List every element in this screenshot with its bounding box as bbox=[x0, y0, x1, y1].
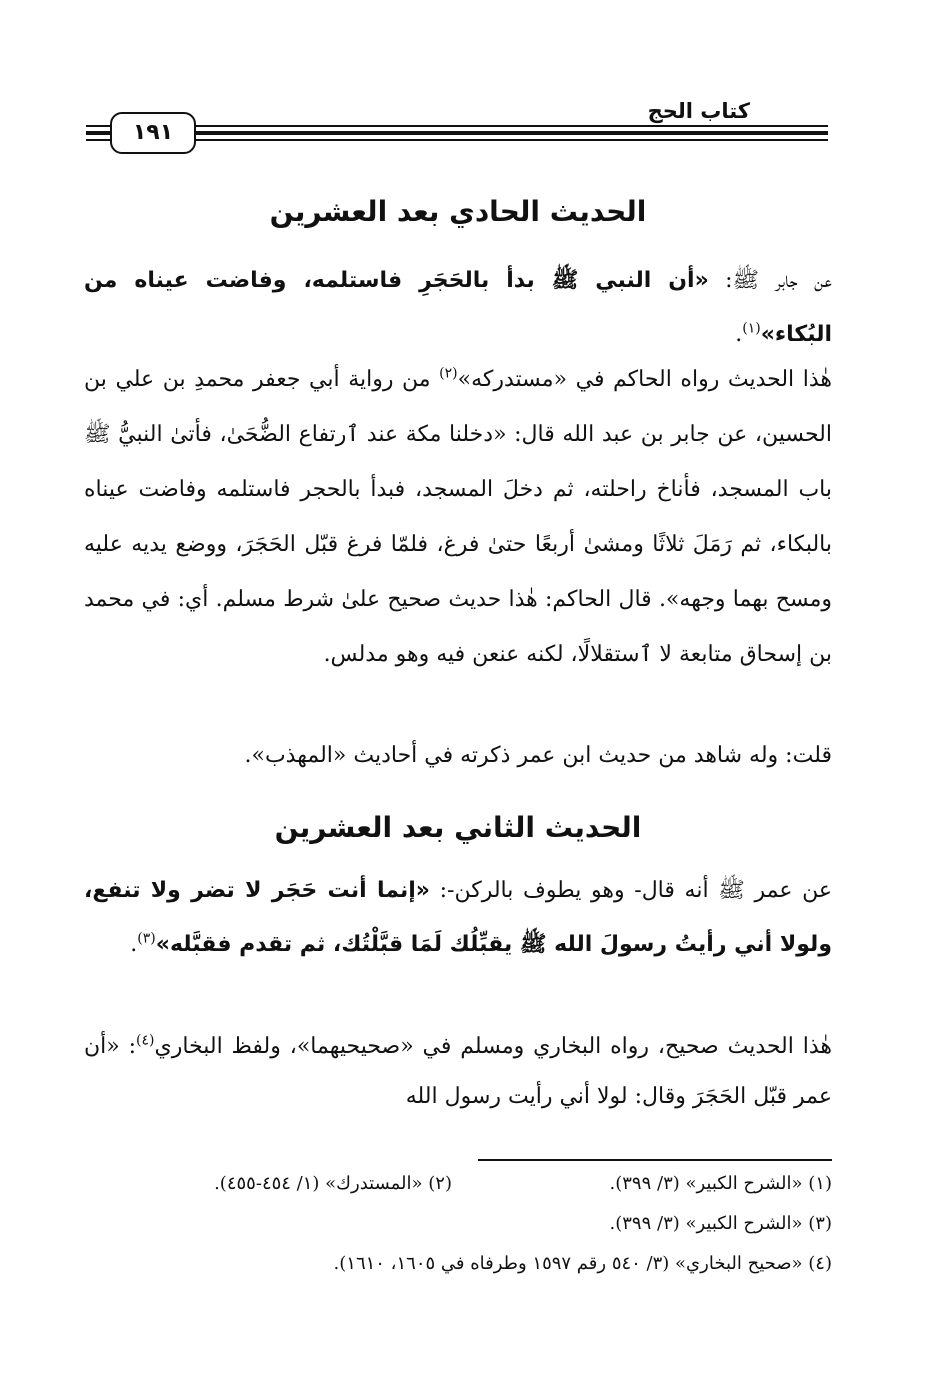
footnote-ref-3: (٣) bbox=[137, 930, 156, 947]
hadith-22-heading: الحديث الثاني بعد العشرين bbox=[274, 811, 642, 844]
hadith-21-heading: الحديث الحادي بعد العشرين bbox=[269, 195, 647, 228]
hadith-21-note: قلت: وله شاهد من حديث ابن عمر ذكرته في أحاديث «المهذب». bbox=[244, 743, 832, 768]
footnote-4: (٤) «صحيح البخاري» (٣/ ٥٤٠ رقم ١٥٩٧ وطرفاه في ١٦٠٥، ١٦١٠). bbox=[333, 1253, 832, 1274]
running-title: كتاب الحج bbox=[647, 99, 750, 123]
footnote-line bbox=[84, 1165, 832, 1203]
footnote-2: (٢) «المستدرك» (١/ ٤٥٤-٤٥٥). bbox=[214, 1173, 452, 1194]
hadith-21-matn: «أن النبي ﷺ بدأ بالحَجَرِ فاستلمه، وفاضت عيناه من البُكاء» bbox=[84, 268, 832, 347]
footnote-3: (٣) «الشرح الكبير» (٣/ ٣٩٩). bbox=[609, 1213, 832, 1234]
page-number: ١٩١ bbox=[110, 112, 196, 154]
footnote-separator bbox=[478, 1159, 832, 1161]
hadith-22-commentary: هٰذا الحديث صحيح، رواه البخاري ومسلم في «صحيحيهما»، ولفظ البخاري$^{(٤)}$: «أن عمر قبّل الحَجَرَ وقال: لولا أني رأيت رسول الله bbox=[84, 1032, 833, 1109]
footnote-ref-4: (٤) bbox=[136, 1032, 155, 1049]
hadith-22-intro: عن عمر ﷺ أنه قال- وهو يطوف بالركن-: bbox=[429, 878, 832, 903]
hadith-22-text: عن عمر ﷺ أنه قال- وهو يطوف بالركن-: «إنما أنت حَجَر لا تضر ولا تنفع، ولولا أني رأيتُ رسولَ الله ﷺ يقبِّلُك لَمَا قبَّلْتُك، ثم تقدم فقبَّله»$^{(٣)}$. bbox=[84, 878, 832, 957]
hadith-21-text: عن جابر ﷺ: «أن النبي ﷺ بدأ بالحَجَرِ فاستلمه، وفاضت عيناه من البُكاء»$^{(١)}$. bbox=[84, 268, 833, 347]
header-rule-middle bbox=[86, 131, 828, 135]
header-rule-bottom bbox=[86, 139, 828, 141]
footnote-ref-2: (٢) bbox=[439, 365, 458, 382]
footnote-1: (١) «الشرح الكبير» (٣/ ٣٩٩). bbox=[609, 1173, 832, 1194]
hadith-21-intro: عن جابر ﷺ: bbox=[708, 268, 833, 293]
hadith-21-commentary: هٰذا الحديث رواه الحاكم في «مستدركه»$^{(٢)}$ من رواية أبي جعفر محمدِ بن علي بن الحسين، عن جابر بن عبد الله قال: «دخلنا مكة عند ٱرتفاع الضُّحَىٰ، فأتىٰ النبيُّ ﷺ باب المسجد، فأناخ راحلته، ثم دخلَ المسجد، فبدأ بالحجر فاستلمه وفاضت عيناه بالبكاء، ثم رَمَلَ ثلاثًا ومشىٰ أربعًا حتىٰ فرغ، فلمّا فرغ قبّل الحَجَرَ، ووضع يديه عليه ومسح بهما وجهه». قال الحاكم: هٰذا حديث صحيح علىٰ شرط مسلم. أي: في محمد بن إسحاق متابعة لا ٱستقلالًا، لكنه عنعن فيه وهو مدلس. bbox=[84, 365, 832, 667]
footnote-ref-1: (١) bbox=[742, 320, 761, 337]
hadith-22-matn: «إنما أنت حَجَر لا تضر ولا تنفع، ولولا أني رأيتُ رسولَ الله ﷺ يقبِّلُك لَمَا قبَّلْتُك، ثم تقدم فقبَّله» bbox=[84, 878, 832, 957]
header-rule-top bbox=[86, 125, 828, 127]
